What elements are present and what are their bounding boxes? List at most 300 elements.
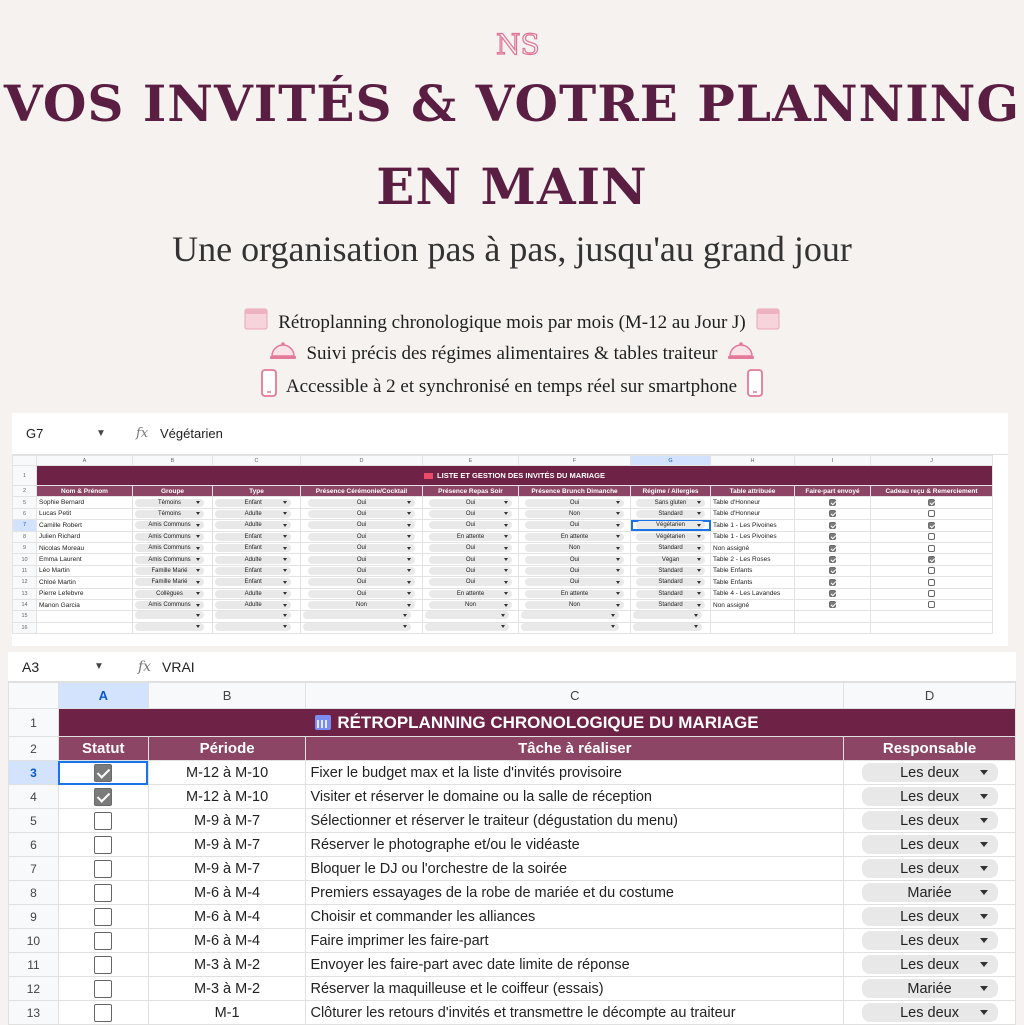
- gift-cell[interactable]: [871, 520, 993, 531]
- corner-cell[interactable]: [13, 456, 37, 466]
- dropdown[interactable]: [525, 578, 623, 586]
- dropdown[interactable]: [636, 601, 705, 609]
- guest-name-cell[interactable]: Léo Martin: [37, 565, 133, 576]
- dropdown[interactable]: [308, 521, 416, 529]
- type-cell[interactable]: [213, 588, 301, 599]
- row-number[interactable]: 8: [13, 531, 37, 542]
- gift-cell[interactable]: [871, 565, 993, 576]
- row-number[interactable]: 7: [9, 857, 59, 881]
- group-cell[interactable]: [133, 497, 213, 508]
- sent-cell[interactable]: [795, 542, 871, 553]
- empty-cell[interactable]: [631, 622, 711, 633]
- dropdown[interactable]: [308, 590, 416, 598]
- checkbox-checked[interactable]: [94, 764, 112, 782]
- row-number[interactable]: 6: [9, 833, 59, 857]
- dropdown[interactable]: [308, 601, 416, 609]
- empty-cell[interactable]: [871, 611, 993, 622]
- dropdown[interactable]: [429, 578, 513, 586]
- name-box[interactable]: A3: [22, 658, 40, 675]
- dropdown[interactable]: [636, 567, 705, 575]
- dropdown[interactable]: [215, 578, 291, 586]
- sent-cell[interactable]: [795, 508, 871, 519]
- row-number[interactable]: 14: [13, 599, 37, 610]
- sent-cell[interactable]: [795, 577, 871, 588]
- row-number[interactable]: 1: [13, 466, 37, 486]
- ceremony-cell[interactable]: [301, 554, 423, 565]
- empty-cell[interactable]: [423, 622, 519, 633]
- group-cell[interactable]: [133, 520, 213, 531]
- dropdown[interactable]: [633, 623, 702, 631]
- ceremony-cell[interactable]: [301, 531, 423, 542]
- diet-cell[interactable]: [631, 554, 711, 565]
- dropdown[interactable]: [862, 979, 998, 998]
- checkbox-unchecked[interactable]: [94, 860, 112, 878]
- guest-name-cell[interactable]: Nicolas Moreau: [37, 542, 133, 553]
- row-number[interactable]: 2: [9, 737, 59, 761]
- dropdown[interactable]: [215, 521, 291, 529]
- brunch-cell[interactable]: [519, 531, 631, 542]
- owner-cell[interactable]: [844, 857, 1016, 881]
- ceremony-cell[interactable]: [301, 565, 423, 576]
- period-cell[interactable]: M-9 à M-7: [148, 857, 306, 881]
- checkbox-unchecked[interactable]: [94, 812, 112, 830]
- row-number[interactable]: 12: [9, 977, 59, 1001]
- type-cell[interactable]: [213, 497, 301, 508]
- dropdown[interactable]: [636, 578, 705, 586]
- dropdown[interactable]: [308, 578, 416, 586]
- type-cell[interactable]: [213, 542, 301, 553]
- empty-cell[interactable]: [795, 622, 871, 633]
- status-cell[interactable]: [58, 977, 148, 1001]
- chevron-down-icon[interactable]: ▼: [96, 428, 106, 439]
- gift-cell[interactable]: [871, 599, 993, 610]
- diet-cell[interactable]: [631, 520, 711, 531]
- dropdown[interactable]: [525, 510, 623, 518]
- brunch-cell[interactable]: [519, 508, 631, 519]
- table-cell[interactable]: Non assigné: [711, 542, 795, 553]
- checkbox-checked[interactable]: [829, 533, 836, 540]
- status-cell[interactable]: [58, 953, 148, 977]
- guest-name-cell[interactable]: Manon Garcia: [37, 599, 133, 610]
- owner-cell[interactable]: [844, 761, 1016, 785]
- type-cell[interactable]: [213, 599, 301, 610]
- row-number[interactable]: 7: [13, 520, 37, 531]
- period-cell[interactable]: M-12 à M-10: [148, 785, 306, 809]
- brunch-cell[interactable]: [519, 520, 631, 531]
- dropdown[interactable]: [521, 623, 619, 631]
- diet-cell[interactable]: [631, 588, 711, 599]
- dropdown[interactable]: [215, 590, 291, 598]
- guest-name-cell[interactable]: Pierre Lefebvre: [37, 588, 133, 599]
- owner-cell[interactable]: [844, 1001, 1016, 1025]
- checkbox-checked[interactable]: [829, 510, 836, 517]
- type-cell[interactable]: [213, 565, 301, 576]
- dropdown[interactable]: [862, 811, 998, 830]
- row-number[interactable]: 10: [13, 554, 37, 565]
- type-cell[interactable]: [213, 531, 301, 542]
- task-cell[interactable]: Choisir et commander les alliances: [306, 905, 844, 929]
- dropdown[interactable]: [525, 590, 623, 598]
- owner-cell[interactable]: [844, 785, 1016, 809]
- dropdown[interactable]: [215, 499, 291, 507]
- ceremony-cell[interactable]: [301, 508, 423, 519]
- row-number[interactable]: 10: [9, 929, 59, 953]
- table-cell[interactable]: Table d'Honneur: [711, 508, 795, 519]
- checkbox-unchecked[interactable]: [94, 884, 112, 902]
- task-cell[interactable]: Réserver la maquilleuse et le coiffeur (essais): [306, 977, 844, 1001]
- dropdown[interactable]: [215, 601, 291, 609]
- checkbox-checked[interactable]: [829, 499, 836, 506]
- dropdown[interactable]: [135, 499, 204, 507]
- column-header[interactable]: B: [133, 456, 213, 466]
- brunch-cell[interactable]: [519, 542, 631, 553]
- dropdown[interactable]: [215, 510, 291, 518]
- gift-cell[interactable]: [871, 588, 993, 599]
- column-header[interactable]: I: [795, 456, 871, 466]
- row-number[interactable]: 13: [9, 1001, 59, 1025]
- period-cell[interactable]: M-9 à M-7: [148, 833, 306, 857]
- checkbox-unchecked[interactable]: [928, 545, 935, 552]
- owner-cell[interactable]: [844, 953, 1016, 977]
- period-cell[interactable]: M-1: [148, 1001, 306, 1025]
- dropdown[interactable]: [135, 556, 204, 564]
- dropdown[interactable]: [135, 623, 204, 631]
- dropdown[interactable]: [636, 590, 705, 598]
- empty-cell[interactable]: [519, 611, 631, 622]
- task-cell[interactable]: Faire imprimer les faire-part: [306, 929, 844, 953]
- dropdown[interactable]: [862, 859, 998, 878]
- diet-cell[interactable]: [631, 565, 711, 576]
- period-cell[interactable]: M-12 à M-10: [148, 761, 306, 785]
- formula-input[interactable]: Végétarien: [160, 426, 223, 441]
- checkbox-unchecked[interactable]: [928, 567, 935, 574]
- row-number[interactable]: 5: [13, 497, 37, 508]
- column-header-selected[interactable]: A: [58, 683, 148, 709]
- checkbox-unchecked[interactable]: [928, 533, 935, 540]
- corner-cell[interactable]: [9, 683, 59, 709]
- brunch-cell[interactable]: [519, 497, 631, 508]
- empty-cell[interactable]: [133, 622, 213, 633]
- group-cell[interactable]: [133, 542, 213, 553]
- dropdown[interactable]: [308, 510, 416, 518]
- gift-cell[interactable]: [871, 542, 993, 553]
- checkbox-unchecked[interactable]: [928, 510, 935, 517]
- diet-cell[interactable]: [631, 599, 711, 610]
- dropdown[interactable]: [636, 521, 705, 529]
- guest-name-cell[interactable]: Camille Robert: [37, 520, 133, 531]
- dropdown[interactable]: [215, 556, 291, 564]
- brunch-cell[interactable]: [519, 588, 631, 599]
- empty-cell[interactable]: [37, 622, 133, 633]
- column-header[interactable]: C: [213, 456, 301, 466]
- dropdown[interactable]: [525, 544, 623, 552]
- row-number[interactable]: 5: [9, 809, 59, 833]
- dinner-cell[interactable]: [423, 599, 519, 610]
- diet-cell[interactable]: [631, 577, 711, 588]
- status-cell[interactable]: [58, 1001, 148, 1025]
- dropdown[interactable]: [862, 883, 998, 902]
- status-cell[interactable]: [58, 761, 148, 785]
- row-number[interactable]: 12: [13, 577, 37, 588]
- dropdown[interactable]: [135, 533, 204, 541]
- owner-cell[interactable]: [844, 905, 1016, 929]
- dropdown[interactable]: [308, 544, 416, 552]
- period-cell[interactable]: M-9 à M-7: [148, 809, 306, 833]
- gift-cell[interactable]: [871, 554, 993, 565]
- type-cell[interactable]: [213, 508, 301, 519]
- ceremony-cell[interactable]: [301, 588, 423, 599]
- dropdown[interactable]: [862, 787, 998, 806]
- dropdown[interactable]: [303, 611, 411, 619]
- empty-cell[interactable]: [871, 622, 993, 633]
- checkbox-checked[interactable]: [829, 567, 836, 574]
- checkbox-unchecked[interactable]: [94, 956, 112, 974]
- sent-cell[interactable]: [795, 520, 871, 531]
- empty-cell[interactable]: [301, 611, 423, 622]
- task-cell[interactable]: Clôturer les retours d'invités et transmettre le décompte au traiteur: [306, 1001, 844, 1025]
- guest-name-cell[interactable]: Emma Laurent: [37, 554, 133, 565]
- gift-cell[interactable]: [871, 497, 993, 508]
- row-number[interactable]: 3: [9, 761, 59, 785]
- dinner-cell[interactable]: [423, 565, 519, 576]
- table-cell[interactable]: Table d'Honneur: [711, 497, 795, 508]
- task-cell[interactable]: Envoyer les faire-part avec date limite de réponse: [306, 953, 844, 977]
- checkbox-checked[interactable]: [829, 601, 836, 608]
- dropdown[interactable]: [525, 533, 623, 541]
- checkbox-unchecked[interactable]: [94, 980, 112, 998]
- ceremony-cell[interactable]: [301, 599, 423, 610]
- period-cell[interactable]: M-6 à M-4: [148, 929, 306, 953]
- dropdown[interactable]: [862, 907, 998, 926]
- type-cell[interactable]: [213, 577, 301, 588]
- table-cell[interactable]: Table 4 - Les Lavandes: [711, 588, 795, 599]
- sent-cell[interactable]: [795, 599, 871, 610]
- type-cell[interactable]: [213, 554, 301, 565]
- owner-cell[interactable]: [844, 929, 1016, 953]
- brunch-cell[interactable]: [519, 599, 631, 610]
- row-number[interactable]: 2: [13, 486, 37, 497]
- dropdown[interactable]: [429, 590, 513, 598]
- name-box[interactable]: G7: [26, 426, 44, 441]
- checkbox-checked[interactable]: [829, 545, 836, 552]
- type-cell[interactable]: [213, 520, 301, 531]
- checkbox-checked[interactable]: [829, 579, 836, 586]
- column-header[interactable]: A: [37, 456, 133, 466]
- dropdown[interactable]: [308, 533, 416, 541]
- table-cell[interactable]: Table 1 - Les Pivoines: [711, 531, 795, 542]
- task-cell[interactable]: Premiers essayages de la robe de mariée et du costume: [306, 881, 844, 905]
- checkbox-unchecked[interactable]: [94, 1004, 112, 1022]
- empty-cell[interactable]: [711, 622, 795, 633]
- checkbox-checked[interactable]: [829, 522, 836, 529]
- dropdown[interactable]: [135, 510, 204, 518]
- group-cell[interactable]: [133, 599, 213, 610]
- dropdown[interactable]: [521, 611, 619, 619]
- guest-name-cell[interactable]: Lucas Petit: [37, 508, 133, 519]
- dropdown[interactable]: [525, 556, 623, 564]
- status-cell[interactable]: [58, 785, 148, 809]
- status-cell[interactable]: [58, 833, 148, 857]
- dropdown[interactable]: [135, 578, 204, 586]
- dropdown[interactable]: [135, 601, 204, 609]
- dinner-cell[interactable]: [423, 577, 519, 588]
- status-cell[interactable]: [58, 881, 148, 905]
- sent-cell[interactable]: [795, 554, 871, 565]
- table-cell[interactable]: Table 1 - Les Pivoines: [711, 520, 795, 531]
- task-cell[interactable]: Sélectionner et réserver le traiteur (dégustation du menu): [306, 809, 844, 833]
- checkbox-unchecked[interactable]: [928, 601, 935, 608]
- dropdown[interactable]: [135, 567, 204, 575]
- sent-cell[interactable]: [795, 588, 871, 599]
- dinner-cell[interactable]: [423, 520, 519, 531]
- ceremony-cell[interactable]: [301, 542, 423, 553]
- status-cell[interactable]: [58, 857, 148, 881]
- empty-cell[interactable]: [795, 611, 871, 622]
- dropdown[interactable]: [862, 763, 998, 782]
- formula-input[interactable]: VRAI: [162, 658, 195, 675]
- dropdown[interactable]: [429, 533, 513, 541]
- gift-cell[interactable]: [871, 531, 993, 542]
- ceremony-cell[interactable]: [301, 577, 423, 588]
- dropdown[interactable]: [215, 567, 291, 575]
- column-header[interactable]: D: [301, 456, 423, 466]
- dropdown[interactable]: [636, 533, 705, 541]
- dropdown[interactable]: [308, 567, 416, 575]
- checkbox-unchecked[interactable]: [94, 932, 112, 950]
- period-cell[interactable]: M-3 à M-2: [148, 977, 306, 1001]
- dropdown[interactable]: [525, 567, 623, 575]
- task-cell[interactable]: Réserver le photographe et/ou le vidéaste: [306, 833, 844, 857]
- dropdown[interactable]: [429, 499, 513, 507]
- period-cell[interactable]: M-6 à M-4: [148, 905, 306, 929]
- dropdown[interactable]: [429, 567, 513, 575]
- ceremony-cell[interactable]: [301, 520, 423, 531]
- dropdown[interactable]: [215, 623, 291, 631]
- column-header[interactable]: F: [519, 456, 631, 466]
- dropdown[interactable]: [135, 544, 204, 552]
- dinner-cell[interactable]: [423, 497, 519, 508]
- table-cell[interactable]: Table Enfants: [711, 565, 795, 576]
- brunch-cell[interactable]: [519, 565, 631, 576]
- gift-cell[interactable]: [871, 577, 993, 588]
- row-number[interactable]: 15: [13, 611, 37, 622]
- dinner-cell[interactable]: [423, 531, 519, 542]
- row-number[interactable]: 11: [9, 953, 59, 977]
- dropdown[interactable]: [303, 623, 411, 631]
- table-cell[interactable]: Table Enfants: [711, 577, 795, 588]
- empty-cell[interactable]: [213, 622, 301, 633]
- diet-cell[interactable]: [631, 508, 711, 519]
- checkbox-unchecked[interactable]: [94, 836, 112, 854]
- row-number[interactable]: 16: [13, 622, 37, 633]
- dropdown[interactable]: [425, 623, 509, 631]
- sent-cell[interactable]: [795, 531, 871, 542]
- group-cell[interactable]: [133, 588, 213, 599]
- diet-cell[interactable]: [631, 542, 711, 553]
- dropdown[interactable]: [862, 955, 998, 974]
- chevron-down-icon[interactable]: ▼: [94, 661, 104, 672]
- checkbox-checked[interactable]: [928, 556, 935, 563]
- dropdown[interactable]: [862, 835, 998, 854]
- task-cell[interactable]: Fixer le budget max et la liste d'invités provisoire: [306, 761, 844, 785]
- diet-cell[interactable]: [631, 531, 711, 542]
- table-cell[interactable]: Non assigné: [711, 599, 795, 610]
- checkbox-checked[interactable]: [928, 522, 935, 529]
- table-cell[interactable]: Table 2 - Les Roses: [711, 554, 795, 565]
- ceremony-cell[interactable]: [301, 497, 423, 508]
- status-cell[interactable]: [58, 929, 148, 953]
- dropdown[interactable]: [215, 544, 291, 552]
- group-cell[interactable]: [133, 508, 213, 519]
- period-cell[interactable]: M-6 à M-4: [148, 881, 306, 905]
- row-number[interactable]: 9: [9, 905, 59, 929]
- status-cell[interactable]: [58, 905, 148, 929]
- dropdown[interactable]: [215, 611, 291, 619]
- empty-cell[interactable]: [133, 611, 213, 622]
- dropdown[interactable]: [636, 556, 705, 564]
- dropdown[interactable]: [862, 1003, 998, 1022]
- owner-cell[interactable]: [844, 977, 1016, 1001]
- empty-cell[interactable]: [423, 611, 519, 622]
- dropdown[interactable]: [429, 544, 513, 552]
- owner-cell[interactable]: [844, 833, 1016, 857]
- row-number[interactable]: 13: [13, 588, 37, 599]
- dinner-cell[interactable]: [423, 554, 519, 565]
- checkbox-unchecked[interactable]: [928, 579, 935, 586]
- dropdown[interactable]: [636, 499, 705, 507]
- column-header[interactable]: J: [871, 456, 993, 466]
- brunch-cell[interactable]: [519, 554, 631, 565]
- group-cell[interactable]: [133, 531, 213, 542]
- empty-cell[interactable]: [519, 622, 631, 633]
- dropdown[interactable]: [135, 590, 204, 598]
- dropdown[interactable]: [308, 556, 416, 564]
- dropdown[interactable]: [308, 499, 416, 507]
- row-number[interactable]: 4: [9, 785, 59, 809]
- sent-cell[interactable]: [795, 565, 871, 576]
- checkbox-checked[interactable]: [928, 499, 935, 506]
- group-cell[interactable]: [133, 565, 213, 576]
- dropdown[interactable]: [429, 510, 513, 518]
- empty-cell[interactable]: [631, 611, 711, 622]
- column-header[interactable]: B: [148, 683, 306, 709]
- row-number[interactable]: 8: [9, 881, 59, 905]
- checkbox-checked[interactable]: [829, 556, 836, 563]
- period-cell[interactable]: M-3 à M-2: [148, 953, 306, 977]
- row-number[interactable]: 9: [13, 542, 37, 553]
- column-header[interactable]: H: [711, 456, 795, 466]
- checkbox-checked[interactable]: [94, 788, 112, 806]
- column-header-selected[interactable]: G: [631, 456, 711, 466]
- dropdown[interactable]: [135, 611, 204, 619]
- dropdown[interactable]: [636, 544, 705, 552]
- owner-cell[interactable]: [844, 881, 1016, 905]
- empty-cell[interactable]: [213, 611, 301, 622]
- guest-name-cell[interactable]: Sophie Bernard: [37, 497, 133, 508]
- status-cell[interactable]: [58, 809, 148, 833]
- gift-cell[interactable]: [871, 508, 993, 519]
- dropdown[interactable]: [425, 611, 509, 619]
- brunch-cell[interactable]: [519, 577, 631, 588]
- dropdown[interactable]: [429, 556, 513, 564]
- dropdown[interactable]: [215, 533, 291, 541]
- dropdown[interactable]: [525, 521, 623, 529]
- dinner-cell[interactable]: [423, 588, 519, 599]
- column-header[interactable]: D: [844, 683, 1016, 709]
- column-header[interactable]: E: [423, 456, 519, 466]
- dropdown[interactable]: [429, 601, 513, 609]
- row-number[interactable]: 1: [9, 709, 59, 737]
